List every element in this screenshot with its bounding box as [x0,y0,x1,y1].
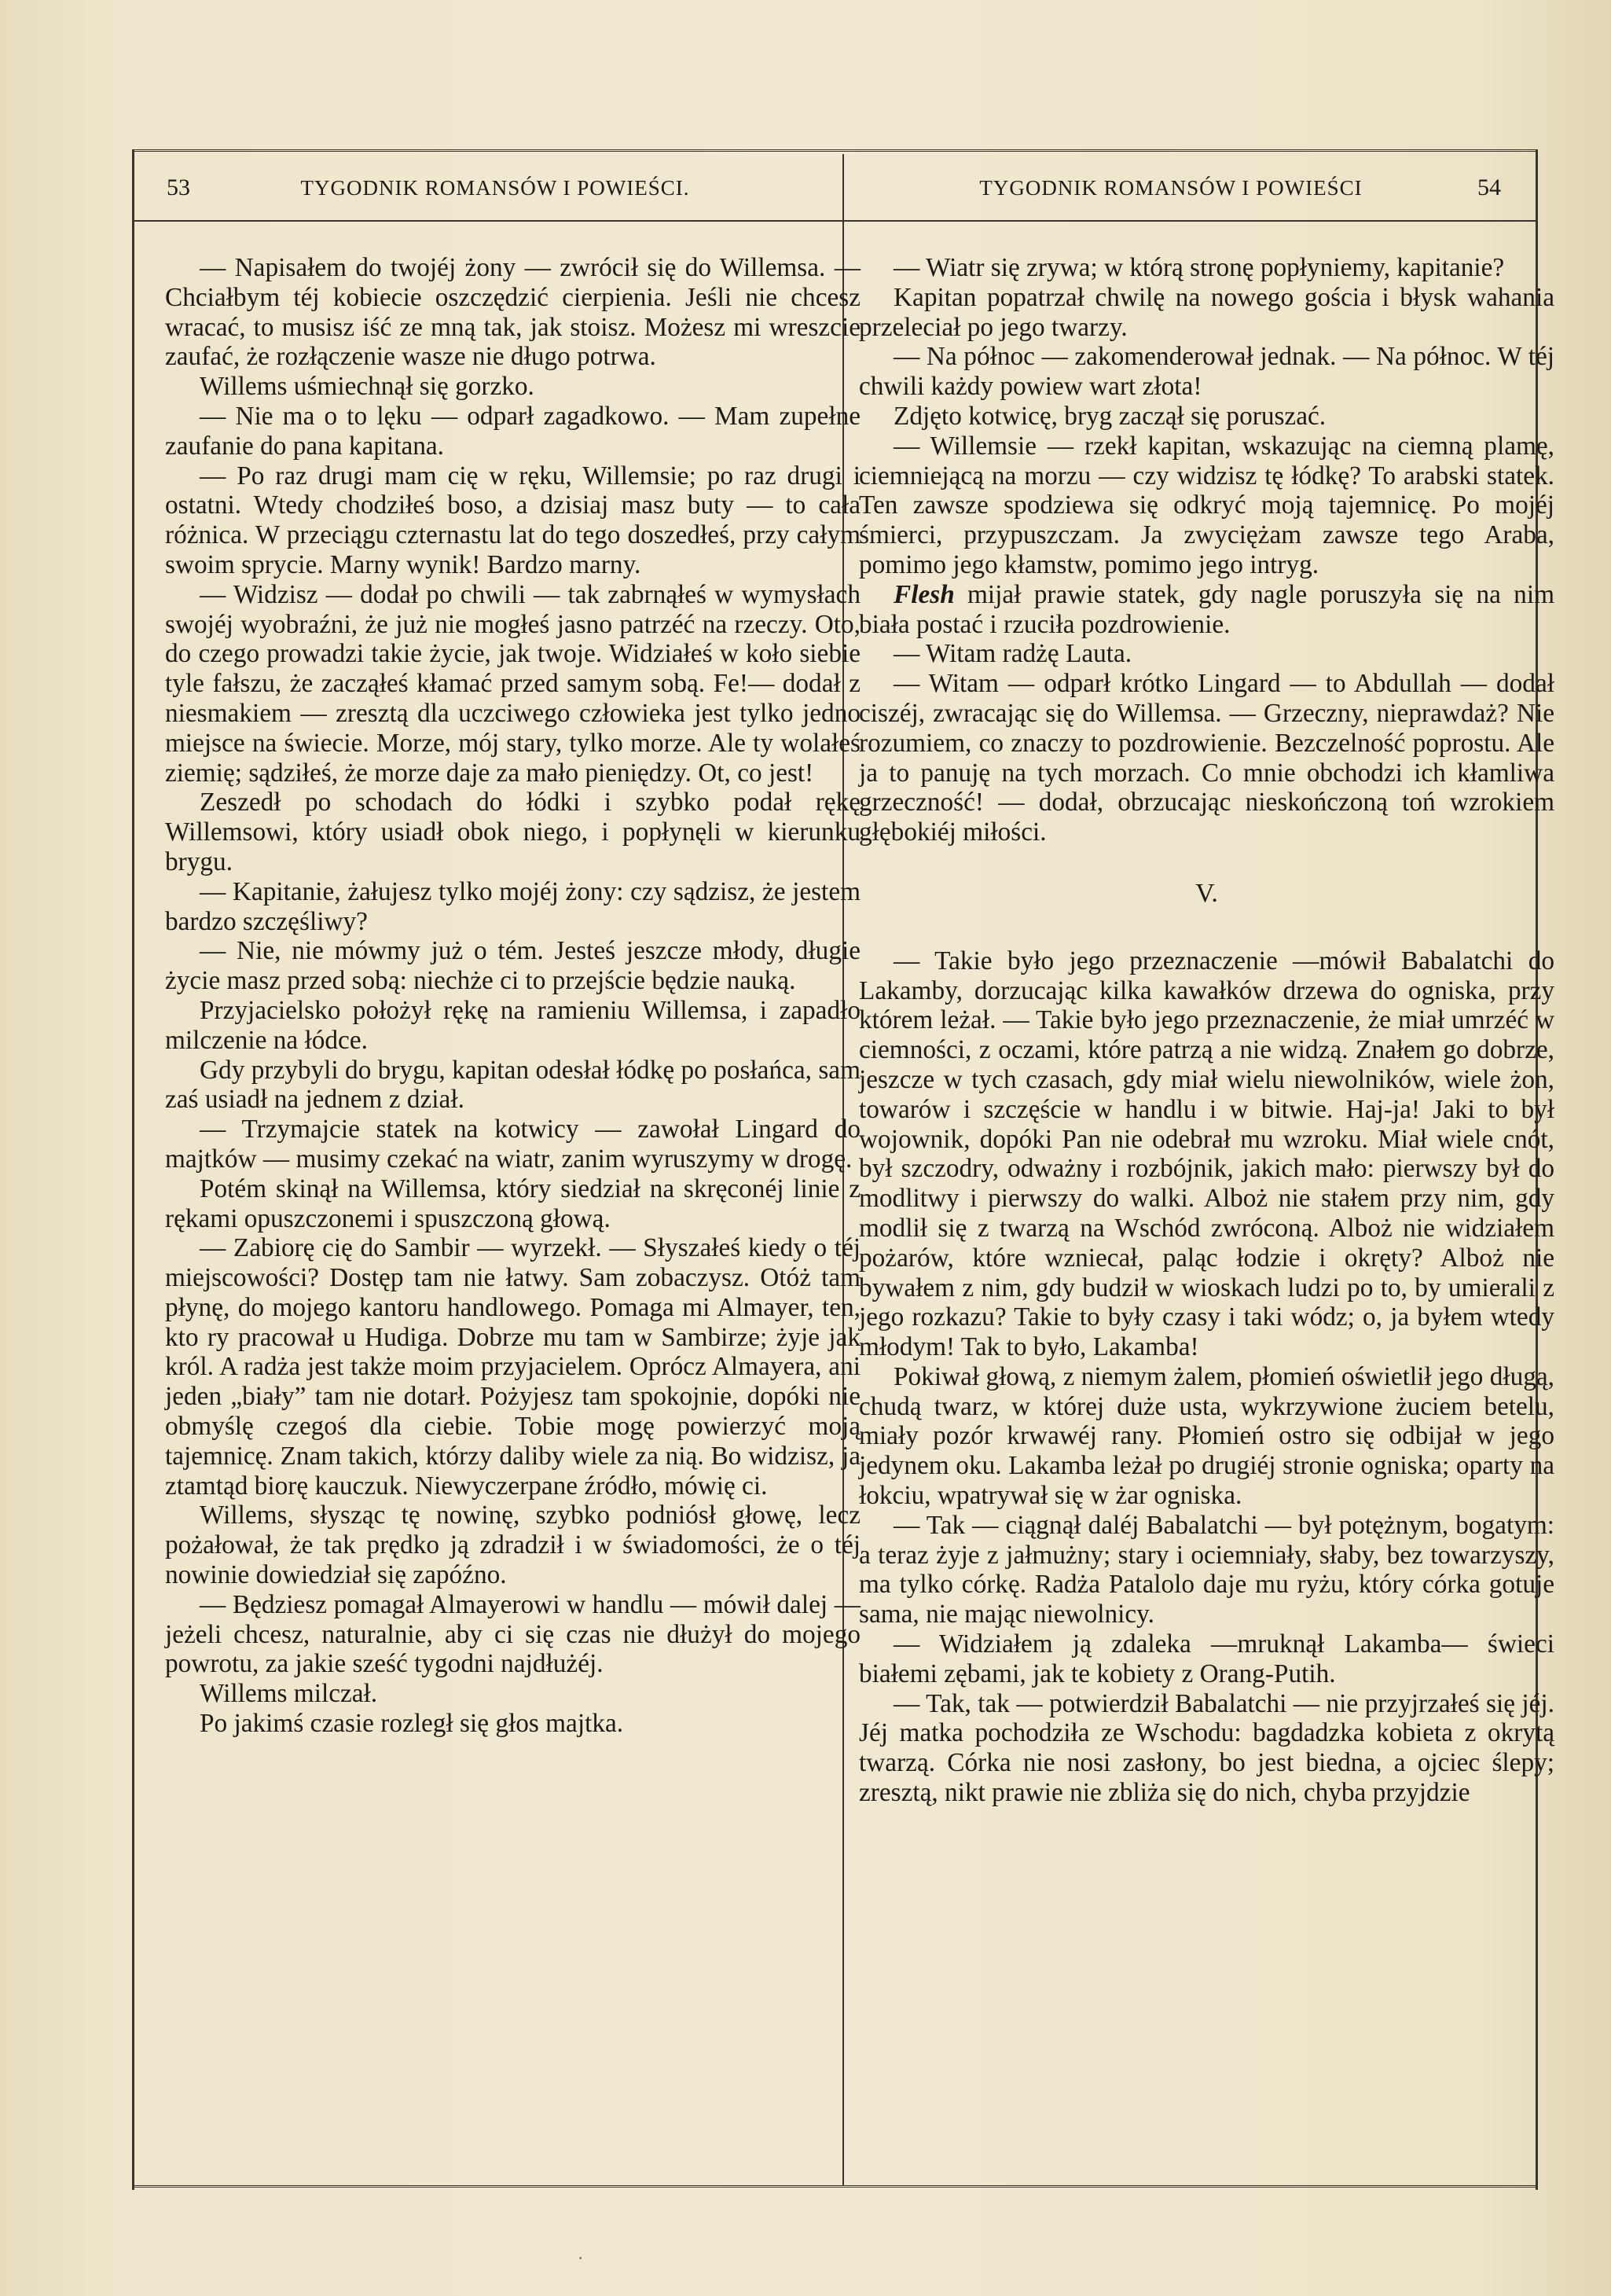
paragraph: — Widziałem ją zdaleka —mruknął Lakamba— świeci białemi zębami, jak te kobiety z Orang-Putih. [859,1629,1554,1688]
footer-mark: · [578,2248,584,2268]
paragraph: — Tak — ciągnął daléj Babalatchi — był potężnym, bogatym: a teraz żyje z jałmużny; stary i ociemniały, słaby, bez towarzyszy, ma tylko córkę. Radża Patalolo daje mu ryżu, który córka gotuje sama, nie mając niewolnicy. [859,1510,1554,1629]
header-rule [134,220,1536,222]
paragraph: — Nie, nie mówmy już o tém. Jesteś jeszcze młody, długie życie masz przed sobą: niechże ci to przejście będzie nauką. [165,936,861,996]
paragraph: — Willemsie — rzekł kapitan, wskazując na ciemną plamę, ciemniejącą na morzu — czy widzisz tę łódkę? To arabski statek. Ten zawsze spodziewa się odkryć moją tajemnicę. Po mojéj śmierci, przypuszczam. Ja zwyciężam zawsze tego Araba, pomimo jego kłamstw, pomimo jego intryg. [859,431,1554,579]
left-column [165,253,861,1739]
paragraph: Potém skinął na Willemsa, który siedział na skręconéj linie z rękami opuszczonemi i spuszczoną głową. [165,1174,861,1233]
ship-name: Flesh [894,579,955,609]
paragraph: — Zabiorę cię do Sambir — wyrzekł. — Słyszałeś kiedy o téj miejscowości? Dostęp tam nie łatwy. Sam zobaczysz. Otóż tam płynę, do mojego kantoru handlowego. Pomaga mi Almayer, ten, kto ry pracował u Hudiga. Dobrze mu tam w Sambirze; żyje jak król. A radża jest także moim przyjacielem. Oprócz Almayera, ani jeden „biały” tam nie dotarł. Pożyjesz tam spokojnie, dopóki nie obmyślę czegoś dla ciebie. Tobie mogę powierzyć moją tajemnicę. Znam takich, którzy daliby wiele za nią. Bo widzisz, ja ztamtąd biorę kauczuk. Niewyczerpane źródło, mówię ci. [165,1233,861,1501]
paragraph: Przyjacielsko położył rękę na ramieniu Willemsa, i zapadło milczenie na łódce. [165,995,861,1055]
left-page-number: 53 [167,174,190,200]
paragraph: — Witam radżę Lauta. [894,639,1132,669]
paragraph: Gdy przybyli do brygu, kapitan odesłał łódkę po posłańca, sam zaś usiadł na jednem z dział. [165,1055,861,1115]
top-border [134,149,1536,156]
right-running-title: TYGODNIK ROMANSÓW I POWIEŚCI [979,176,1363,200]
paragraph: Willems milczał. [200,1679,378,1709]
paragraph: Kapitan popatrzał chwilę na nowego gościa i błysk wahania przeleciał po jego twarzy. [859,282,1554,342]
paragraph: Zdjęto kotwicę, bryg zaczął się poruszać. [894,401,1327,431]
left-border [132,149,134,2190]
paragraph: — Na północ — zakomenderował jednak. — Na północ. W téj chwili każdy powiew wart złota! [859,342,1554,402]
paragraph: — Witam — odparł krótko Lingard — to Abdullah — dodał ciszéj, zwracając się do Willemsa. — Grzeczny, nieprawdaż? Nie rozumiem, co znaczy to pozdrowienie. Bezczelność poprostu. Ale ja to panuję na tych morzach. Co mnie obchodzi ich kłamliwa grzeczność! — dodał, obrzucając nieskończoną toń wzrokiem głębokiéj miłości. [859,669,1554,847]
paragraph: Willems, słysząc tę nowinę, szybko podniósł głowę, lecz pożałował, że tak prędko ją zdradził i w świadomości, że o téj nowinie dowiedział się zapóźno. [165,1501,861,1590]
paragraph: — Trzymajcie statek na kotwicy — zawołał Lingard do majtków — musimy czekać na wiatr, zanim wyruszymy w drogę. [165,1115,861,1174]
paragraph: — Widzisz — dodał po chwili — tak zabrnąłeś w wymysłach swojéj wyobraźni, że już nie mogłeś jasno patrzéć na rzeczy. Oto, do czego prowadzi takie życie, jak twoje. Widziałeś w koło siebie tyle fałszu, że zacząłeś kłamać przed samym sobą. Fe!— dodał z niesmakiem — zresztą dla uczciwego człowieka jest tylko jedno miejsce na świecie. Morze, mój stary, tylko morze. Ale ty wolałeś ziemię; sądziłeś, że morze daje za mało pieniędzy. Ot, co jest! [165,579,861,788]
paragraph: — Nie ma o to lęku — odparł zagadkowo. — Mam zupełne zaufanie do pana kapitana. [165,401,861,461]
paragraph-text: mijał prawie statek, gdy nagle poruszyła się na nim biała postać i rzuciła pozdrowienie. [859,579,1554,639]
paragraph: — Kapitanie, żałujesz tylko mojéj żony: czy sądzisz, że jestem bardzo szczęśliwy? [165,876,861,936]
paragraph: — Po raz drugi mam cię w ręku, Willemsie; po raz drugi i ostatni. Wtedy chodziłeś boso, a dzisiaj masz buty — to cała różnica. W przeciągu czternastu lat do tego doszedłeś, przy całym swoim sprycie. Marny wynik! Bardzo marny. [165,461,861,579]
paragraph: — Będziesz pomagał Almayerowi w handlu — mówił dalej — jeżeli chcesz, naturalnie, aby ci się czas nie dłużył do mojego powrotu, za jakie sześć tygodni najdłużéj. [165,1589,861,1679]
paragraph: Zeszedł po schodach do łódki i szybko podał rękę Willemsowi, który usiadł obok niego, i popłynęli w kierunku brygu. [165,788,861,876]
paragraph: Po jakimś czasie rozległ się głos majtka. [200,1709,624,1739]
bottom-border [134,2185,1536,2192]
paragraph: Pokiwał głową, z niemym żalem, płomień oświetlił jego długą, chudą twarz, w której duże usta, wykrzywione żuciem betelu, miały pozór krwawéj rany. Płomień ostro się odbijał w jego jedynem oku. Lakamba leżał po drugiéj stronie ogniska; oparty na łokciu, wpatrywał się w żar ogniska. [859,1361,1554,1511]
paragraph: — Takie było jego przeznaczenie —mówił Babalatchi do Lakamby, dorzucając kilka kawałków drzewa do ogniska, przy którem leżał. — Takie było jego przeznaczenie, że miał umrzéć w ciemności, z oczami, które patrzą a nie widzą. Znałem go dobrze, jeszcze w tych czasach, gdy miał wielu niewolników, wiele żon, towarów i szczęście w handlu i w bitwie. Haj-ja! Jaki to był wojownik, dopóki Pan nie odebrał mu wzroku. Miał wiele cnót, był szczodry, odważny i rozbójnik, jakich mało: pierwszy był do modlitwy i pierwszy do walki. Alboż nie stałem przy nim, gdy modlił się z twarzą na Wschód zwróconą. Alboż nie widziałem pożarów, które wzniecał, paląc łodzie i okręty? Alboż nie bywałem z nim, gdy budził w wioskach ludzi po to, by umierali z jego rozkazu? Takie to były czasy i taki wódz; o, ja byłem wtedy młodym! Tak to było, Lakamba! [859,946,1554,1362]
right-page-number: 54 [1477,174,1501,200]
right-column [859,253,1554,1808]
paragraph: — Wiatr się zrywa; w którą stronę popłyniemy, kapitanie? [894,253,1505,282]
paragraph: Willems uśmiechnął się gorzko. [200,372,534,402]
paragraph: — Tak, tak — potwierdził Babalatchi — nie przyjrzałeś się jéj. Jéj matka pochodziła ze Wschodu: bagdadzka kobieta z okrytą twarzą. Córka nie nosi zasłony, bo jest biedna, a ojciec ślepy; zresztą, nikt prawie nie zbliża się do nich, chyba przyjdzie [859,1688,1554,1808]
chapter-heading: V. [1195,878,1218,908]
paragraph: — Napisałem do twojéj żony — zwrócił się do Willemsa. — Chciałbym téj kobiecie oszczędzić cierpienia. Jeśli nie chcesz wracać, to musisz iść ze mną tak, jak stoisz. Możesz mi wreszcie zaufać, że rozłączenie wasze nie długo potrwa. [165,253,861,372]
left-running-title: TYGODNIK ROMANSÓW I POWIEŚCI. [300,176,690,200]
paragraph [859,580,1554,640]
